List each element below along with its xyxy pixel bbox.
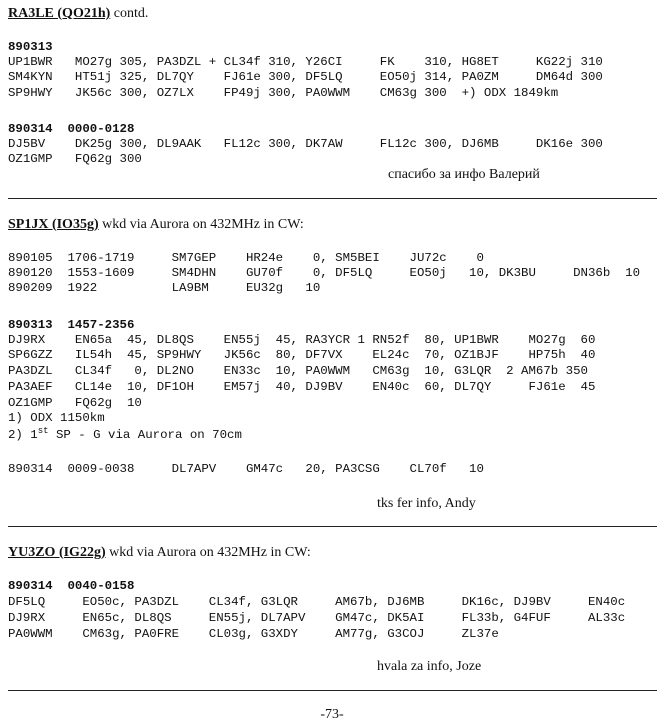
ra3le-date-2: 890314 0000-0128 xyxy=(8,122,135,136)
section-divider xyxy=(8,526,657,527)
yu3zo-callsign: YU3ZO (IG22g) xyxy=(8,545,106,560)
yu3zo-thanks: hvala za info, Joze xyxy=(377,659,482,674)
yu3zo-header xyxy=(8,546,311,560)
sp1jx-row: OZ1GMP FQ62g 10 xyxy=(8,396,142,410)
yu3zo-row: DJ9RX EN65c, DL8QS EN55j, DL7APV GM47c, DK5AI FL33b, G4FUF AL33c xyxy=(8,611,626,625)
yu3zo-header-rest: wkd via Aurora on 432MHz in CW: xyxy=(105,545,311,560)
note-2-superscript: st xyxy=(37,425,49,436)
sp1jx-row: 890209 1922 LA9BM EU32g 10 xyxy=(8,281,321,295)
sp1jx-row-c: 890314 0009-0038 DL7APV GM47c 20, PA3CSG CL70f 10 xyxy=(8,462,484,476)
sp1jx-row: 890105 1706-1719 SM7GEP HR24e 0, SM5BEI JU72c 0 xyxy=(8,251,484,265)
yu3zo-row: PA0WWM CM63g, PA0FRE CL03g, G3XDY AM77g, G3COJ ZL37e xyxy=(8,627,499,641)
sp1jx-date-b: 890313 1457-2356 xyxy=(8,318,135,332)
ra3le-header-rest: contd. xyxy=(110,6,149,21)
ra3le-row: SP9HWY JK56c 300, OZ7LX FP49j 300, PA0WWM CM63g 300 +) ODX 1849km xyxy=(8,86,559,100)
sp1jx-row: PA3DZL CL34f 0, DL2NO EN33c 10, PA0WWM CM63g 10, G3LQR 2 AM67b 350 xyxy=(8,364,588,378)
note-2-suffix: SP - G via Aurora on 70cm xyxy=(48,428,242,442)
ra3le-row: SM4KYN HT51j 325, DL7QY FJ61e 300, DF5LQ EO50j 314, PA0ZM DM64d 300 xyxy=(8,70,603,84)
sp1jx-row: 890120 1553-1609 SM4DHN GU70f 0, DF5LQ EO50j 10, DK3BU DN36b 10 xyxy=(8,266,641,280)
yu3zo-row: DF5LQ EO50c, PA3DZL CL34f, G3LQR AM67b, DJ6MB DK16c, DJ9BV EN40c xyxy=(8,595,626,609)
ra3le-callsign: RA3LE (QO21h) xyxy=(8,6,111,21)
section-divider xyxy=(8,690,657,691)
sp1jx-header xyxy=(8,218,304,232)
sp1jx-row: SP6GZZ IL54h 45, SP9HWY JK56c 80, DF7VX EL24c 70, OZ1BJF HP75h 40 xyxy=(8,348,596,362)
sp1jx-row: DJ9RX EN65a 45, DL8QS EN55j 45, RA3YCR 1 RN52f 80, UP1BWR MO27g 60 xyxy=(8,333,596,347)
ra3le-row: DJ5BV DK25g 300, DL9AAK FL12c 300, DK7AW FL12c 300, DJ6MB DK16e 300 xyxy=(8,137,603,151)
note-2-prefix: 2) 1 xyxy=(8,428,38,442)
sp1jx-note-2 xyxy=(8,425,242,442)
section-divider xyxy=(8,198,657,199)
ra3le-row: OZ1GMP FQ62g 300 xyxy=(8,152,142,166)
sp1jx-note-1: 1) ODX 1150km xyxy=(8,411,105,425)
sp1jx-header-rest: wkd via Aurora on 432MHz in CW: xyxy=(98,217,304,232)
ra3le-thanks: спасибо за инфо Валерий xyxy=(388,167,540,182)
sp1jx-row: PA3AEF CL14e 10, DF1OH EM57j 40, DJ9BV EN40c 60, DL7QY FJ61e 45 xyxy=(8,380,596,394)
sp1jx-callsign: SP1JX (IO35g) xyxy=(8,217,99,232)
ra3le-date-1: 890313 xyxy=(8,40,53,54)
ra3le-row: UP1BWR MO27g 305, PA3DZL + CL34f 310, Y26CI FK 310, HG8ET KG22j 310 xyxy=(8,55,603,69)
yu3zo-date-1: 890314 0040-0158 xyxy=(8,579,135,593)
sp1jx-thanks: tks fer info, Andy xyxy=(377,496,476,511)
ra3le-header xyxy=(8,7,148,21)
page-number: -73- xyxy=(320,707,344,722)
